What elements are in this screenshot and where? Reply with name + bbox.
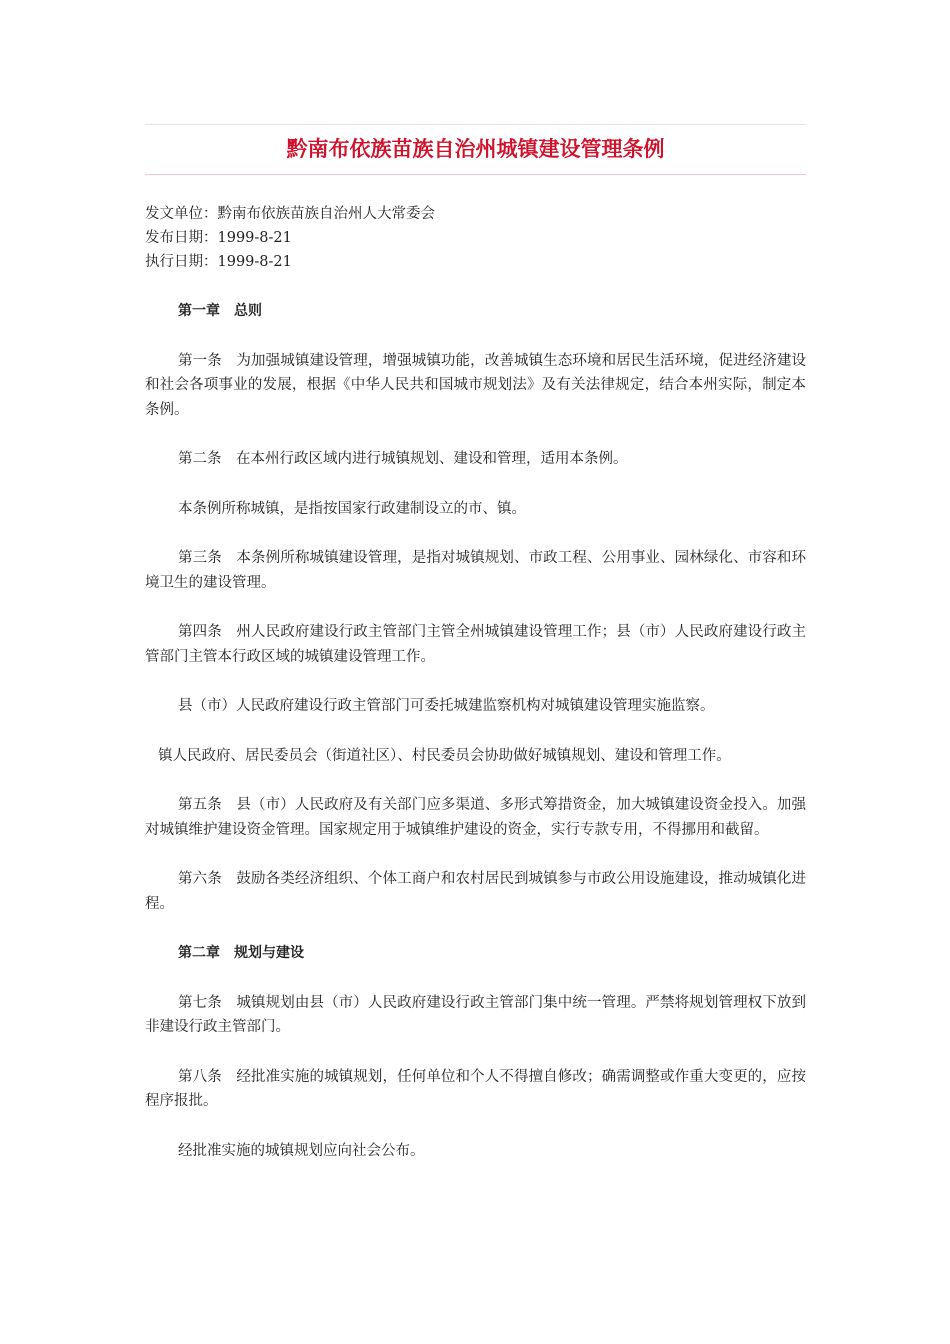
- article-paragraph: 县（市）人民政府建设行政主管部门可委托城建监察机构对城镇建设管理实施监察。: [178, 698, 715, 714]
- document-body: [145, 299, 806, 1163]
- document-title: 黔南布依族苗族自治州城镇建设管理条例: [286, 137, 665, 161]
- effective-date: 执行日期：1999-8-21: [145, 254, 292, 270]
- document-metadata: [145, 202, 806, 274]
- article-paragraph: 第八条 经批准实施的城镇规划，任何单位和个人不得擅自修改；确需调整或作重大变更的，应按程序报批。: [145, 1068, 806, 1109]
- chapter-heading: 第二章 规划与建设: [178, 945, 304, 961]
- chapter-heading: 第一章 总则: [178, 303, 262, 319]
- article-paragraph: 镇人民政府、居民委员会（街道社区）、村民委员会协助做好城镇规划、建设和管理工作。: [158, 747, 731, 764]
- article-paragraph: 经批准实施的城镇规划应向社会公布。: [178, 1142, 425, 1159]
- issuing-unit: 发文单位：黔南布依族苗族自治州人大常委会: [145, 206, 435, 222]
- publish-date: 发布日期：1999-8-21: [145, 230, 292, 246]
- article-paragraph: 本条例所称城镇，是指按国家行政建制设立的市、镇。: [178, 500, 526, 517]
- article-paragraph: 第一条 为加强城镇建设管理，增强城镇功能，改善城镇生态环境和居民生活环境，促进经济建设和社会各项事业的发展，根据《中华人民共和国城市规划法》及有关法律规定，结合本州实际，制定本条例。: [145, 352, 806, 418]
- article-paragraph: 第五条 县（市）人民政府及有关部门应多渠道、多形式筹措资金，加大城镇建设资金投入。加强对城镇维护建设资金管理。国家规定用于城镇维护建设的资金，实行专款专用，不得挪用和截留。: [145, 797, 806, 838]
- article-paragraph: 第二条 在本州行政区域内进行城镇规划、建设和管理，适用本条例。: [178, 451, 628, 467]
- title-divider: [145, 174, 806, 175]
- article-paragraph: 第四条 州人民政府建设行政主管部门主管全州城镇建设管理工作；县（市）人民政府建设行政主管部门主管本行政区域的城镇建设管理工作。: [145, 624, 806, 665]
- article-paragraph: 第三条 本条例所称城镇建设管理，是指对城镇规划、市政工程、公用事业、园林绿化、市容和环境卫生的建设管理。: [145, 550, 806, 591]
- document-page: [145, 124, 806, 1188]
- article-paragraph: 第六条 鼓励各类经济组织、个体工商户和农村居民到城镇参与市政公用设施建设，推动城镇化进程。: [145, 871, 806, 912]
- article-paragraph: 第七条 城镇规划由县（市）人民政府建设行政主管部门集中统一管理。严禁将规划管理权下放到非建设行政主管部门。: [145, 994, 806, 1035]
